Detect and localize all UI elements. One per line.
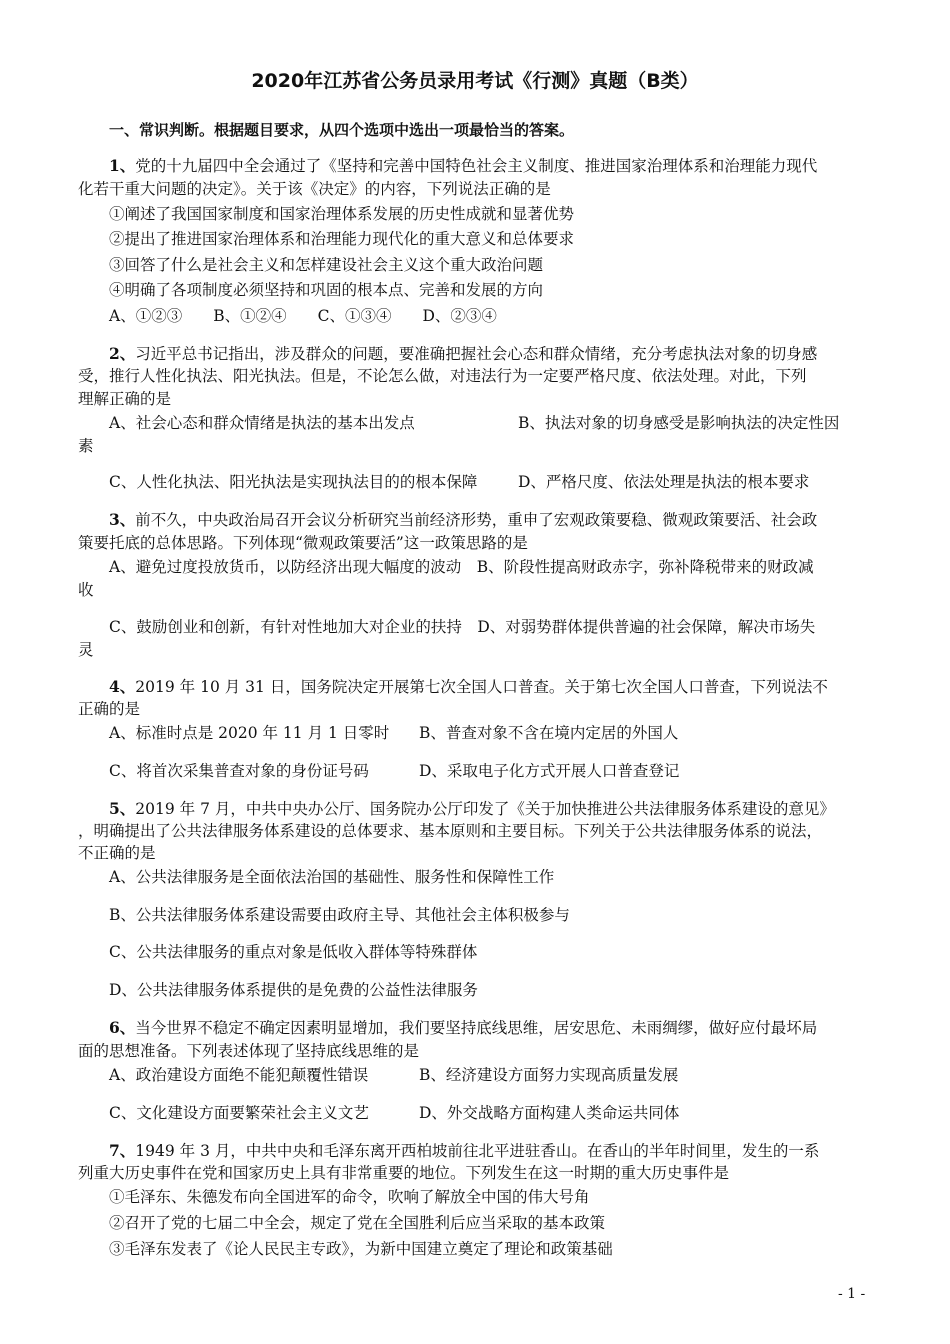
question-3-option-b-continued: 收 <box>78 581 94 599</box>
question-1-stem-line1: 1、党的十九届四中全会通过了《坚持和完善中国特色社会主义制度、推进国家治理体系和治理能力现代 <box>109 156 818 175</box>
question-4-option-a: A、标准时点是 2020 年 11 月 1 日零时 <box>109 724 390 742</box>
page-number: - 1 - <box>838 1286 866 1302</box>
question-7-number: 7、 <box>109 1141 136 1160</box>
question-6-option-b: B、经济建设方面努力实现高质量发展 <box>419 1066 679 1084</box>
question-2-number: 2、 <box>109 344 136 363</box>
question-7-stem-line2: 列重大历史事件在党和国家历史上具有非常重要的地位。下列发生在这一时期的重大历史事件是 <box>78 1164 730 1182</box>
question-3-option-d-continued: 灵 <box>78 641 94 659</box>
question-2-option-c: C、人性化执法、阳光执法是实现执法目的的根本保障 <box>109 473 478 491</box>
question-7-statement-1: ①毛泽东、朱德发布向全国进军的命令，吹响了解放全中国的伟大号角 <box>109 1188 590 1206</box>
question-1-statement-4: ④明确了各项制度必须坚持和巩固的根本点、完善和发展的方向 <box>109 281 544 299</box>
question-6-option-a: A、政治建设方面绝不能犯颠覆性错误 <box>109 1066 369 1084</box>
question-2-option-b: B、执法对象的切身感受是影响执法的决定性因 <box>518 414 840 432</box>
question-3-stem-line1: 3、前不久，中央政治局召开会议分析研究当前经济形势，重申了宏观政策要稳、微观政策要活、社会政 <box>109 510 818 529</box>
question-5-option-d: D、公共法律服务体系提供的是免费的公益性法律服务 <box>109 981 478 999</box>
question-5-stem-line1: 5、2019 年 7 月，中共中央办公厅、国务院办公厅印发了《关于加快推进公共法律服务体系建设的意见》 <box>109 799 835 818</box>
question-7-stem-line1: 7、1949 年 3 月，中共中央和毛泽东离开西柏坡前往北平进驻香山。在香山的半年时间里，发生的一系 <box>109 1141 820 1160</box>
question-7-statement-3: ③毛泽东发表了《论人民民主专政》，为新中国建立奠定了理论和政策基础 <box>109 1240 613 1258</box>
question-1-options: A、①②③ B、①②④ C、①③④ D、②③④ <box>109 307 497 325</box>
question-5-option-a: A、公共法律服务是全面依法治国的基础性、服务性和保障性工作 <box>109 868 555 886</box>
question-3-options-cd: C、鼓励创业和创新，有针对性地加大对企业的扶持 D、对弱势群体提供普遍的社会保障，解决市场失 <box>109 618 816 636</box>
question-4-option-c: C、将首次采集普查对象的身份证号码 <box>109 762 369 780</box>
question-2-option-a: A、社会心态和群众情绪是执法的基本出发点 <box>109 414 415 432</box>
question-6-number: 6、 <box>109 1018 136 1037</box>
question-5-option-b: B、公共法律服务体系建设需要由政府主导、其他社会主体积极参与 <box>109 906 570 924</box>
question-6-option-d: D、外交战略方面构建人类命运共同体 <box>419 1104 680 1122</box>
question-5-stem-line2: ，明确提出了公共法律服务体系建设的总体要求、基本原则和主要目标。下列关于公共法律服务体系的说法， <box>78 822 823 840</box>
page-title: 2020年江苏省公务员录用考试《行测》真题（B类） <box>251 70 699 92</box>
question-4-option-b: B、普查对象不含在境内定居的外国人 <box>419 724 679 742</box>
section-heading: 一、常识判断。根据题目要求，从四个选项中选出一项最恰当的答案。 <box>109 121 575 139</box>
question-1-number: 1、 <box>109 156 136 175</box>
question-1-statement-2: ②提出了推进国家治理体系和治理能力现代化的重大意义和总体要求 <box>109 230 575 248</box>
question-3-number: 3、 <box>109 510 136 529</box>
question-2-option-d: D、严格尺度、依法处理是执法的根本要求 <box>518 473 810 491</box>
question-4-option-d: D、采取电子化方式开展人口普查登记 <box>419 762 680 780</box>
question-5-option-c: C、公共法律服务的重点对象是低收入群体等特殊群体 <box>109 943 478 961</box>
question-5-number: 5、 <box>109 799 136 818</box>
question-1-stem-line2: 化若干重大问题的决定》。关于该《决定》的内容，下列说法正确的是 <box>78 180 551 198</box>
question-6-option-c: C、文化建设方面要繁荣社会主义文艺 <box>109 1104 369 1122</box>
question-2-option-b-continued: 素 <box>78 437 94 455</box>
question-4-stem-line2: 正确的是 <box>78 700 141 718</box>
question-3-options-ab: A、避免过度投放货币，以防经济出现大幅度的波动 B、阶段性提高财政赤字，弥补降税带来的财政减 <box>109 558 814 576</box>
question-2-stem-line2: 受，推行人性化执法、阳光执法。但是，不论怎么做，对违法行为一定要严格尺度、依法处理。对此，下列 <box>78 367 807 385</box>
question-6-stem-line2: 面的思想准备。下列表述体现了坚持底线思维的是 <box>78 1042 420 1060</box>
question-4-number: 4、 <box>109 677 136 696</box>
question-7-statement-2: ②召开了党的七届二中全会，规定了党在全国胜利后应当采取的基本政策 <box>109 1214 606 1232</box>
question-1-statement-3: ③回答了什么是社会主义和怎样建设社会主义这个重大政治问题 <box>109 256 544 274</box>
question-4-stem-line1: 4、2019 年 10 月 31 日，国务院决定开展第七次全国人口普查。关于第七次全国人口普查，下列说法不 <box>109 677 828 696</box>
question-3-stem-line2: 策要托底的总体思路。下列体现“微观政策要活”这一政策思路的是 <box>78 534 528 552</box>
question-2-stem-line1: 2、习近平总书记指出，涉及群众的问题，要准确把握社会心态和群众情绪，充分考虑执法对象的切身感 <box>109 344 818 363</box>
question-1-statement-1: ①阐述了我国国家制度和国家治理体系发展的历史性成就和显著优势 <box>109 205 575 223</box>
question-6-stem-line1: 6、当今世界不稳定不确定因素明显增加，我们要坚持底线思维，居安思危、未雨绸缪，做好应付最坏局 <box>109 1018 818 1037</box>
question-2-stem-line3: 理解正确的是 <box>78 390 172 408</box>
question-5-stem-line3: 不正确的是 <box>78 844 156 862</box>
